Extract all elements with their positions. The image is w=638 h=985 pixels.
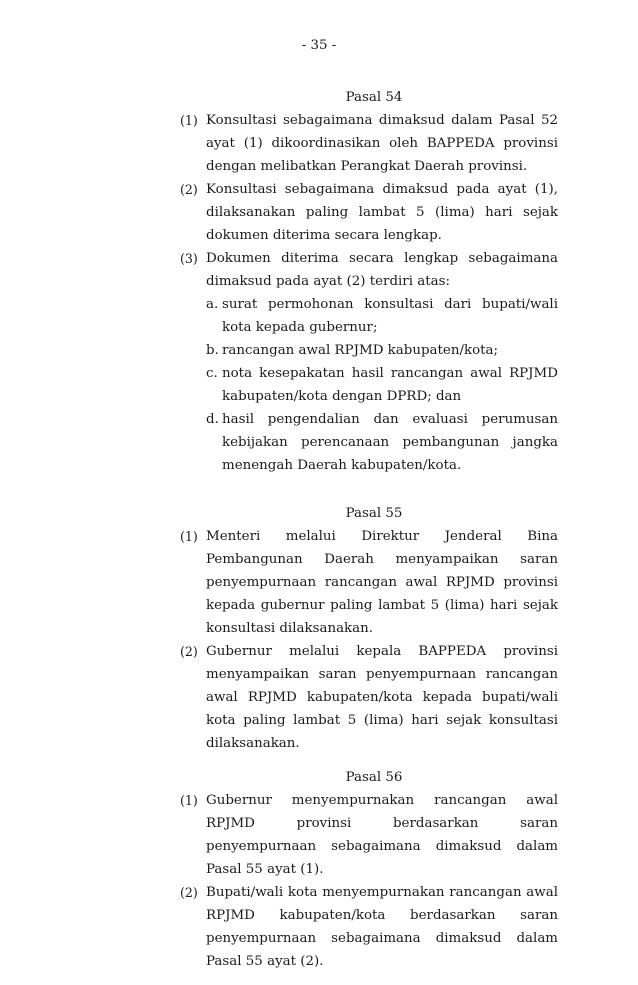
list-text: rancangan awal RPJMD kabupaten/kota; xyxy=(222,343,499,358)
list-letter: c. xyxy=(206,366,218,381)
ayat-text: Menteri melalui Direktur Jenderal Bina Pembangunan Daerah menyampaikan saran penyempurnaan rancangan awal RPJMD provinsi kepada gubernur paling lambat 5 (lima) hari sejak konsultasi dilaksanakan. xyxy=(206,529,558,636)
ayat-body xyxy=(206,247,558,477)
ayat-number: (3) xyxy=(180,251,198,266)
list-item xyxy=(206,293,558,339)
ayat xyxy=(180,525,558,640)
ayat xyxy=(180,247,558,477)
document-body xyxy=(180,87,558,985)
page-number: - 35 - xyxy=(301,38,337,53)
sub-list xyxy=(206,293,558,477)
ayat-text: Gubernur melalui kepala BAPPEDA provinsi menyampaikan saran penyempurnaan rancangan awal RPJMD kabupaten/kota kepada bupati/wali kota paling lambat 5 (lima) hari sejak konsultasi dilaksanakan. xyxy=(206,644,558,751)
list-letter: d. xyxy=(206,412,219,427)
list-text: surat permohonan konsultasi dari bupati/wali kota kepada gubernur; xyxy=(222,297,558,335)
pasal-title: Pasal 54 xyxy=(345,90,403,105)
ayat-number: (1) xyxy=(180,529,198,544)
ayat xyxy=(180,640,558,755)
pasal-title: Pasal 55 xyxy=(345,506,403,521)
ayat-number: (2) xyxy=(180,182,198,197)
list-text: hasil pengendalian dan evaluasi perumusan kebijakan perencanaan pembangunan jangka menengah Daerah kabupaten/kota. xyxy=(222,412,558,473)
pasal-54 xyxy=(180,87,558,491)
ayat xyxy=(180,178,558,247)
list-letter: a. xyxy=(206,297,219,312)
ayat-text: Gubernur menyempurnakan rancangan awal RPJMD provinsi berdasarkan saran penyempurnaan sebagaimana dimaksud dalam Pasal 55 ayat (1). xyxy=(206,793,558,877)
list-item xyxy=(206,362,558,408)
ayat-text: Konsultasi sebagaimana dimaksud dalam Pasal 52 ayat (1) dikoordinasikan oleh BAPPEDA provinsi dengan melibatkan Perangkat Daerah provinsi. xyxy=(206,113,558,174)
ayat-number: (2) xyxy=(180,885,198,900)
list-letter: b. xyxy=(206,343,219,358)
ayat-number: (2) xyxy=(180,644,198,659)
list-item xyxy=(206,339,558,362)
ayat-number: (1) xyxy=(180,113,198,128)
pasal-title: Pasal 56 xyxy=(345,770,403,785)
ayat-text: Konsultasi sebagaimana dimaksud pada ayat (1), dilaksanakan paling lambat 5 (lima) hari sejak dokumen diterima secara lengkap. xyxy=(206,182,558,243)
ayat-number: (1) xyxy=(180,793,198,808)
list-item xyxy=(206,408,558,477)
ayat-text: Bupati/wali kota menyempurnakan rancangan awal RPJMD kabupaten/kota berdasarkan saran penyempurnaan sebagaimana dimaksud dalam Pasal 55 ayat (2). xyxy=(206,885,558,969)
pasal-55 xyxy=(180,503,558,755)
ayat-text: Dokumen diterima secara lengkap sebagaimana dimaksud pada ayat (2) terdiri atas: xyxy=(206,251,558,289)
list-text: nota kesepakatan hasil rancangan awal RPJMD kabupaten/kota dengan DPRD; dan xyxy=(222,366,558,404)
pasal-56 xyxy=(180,767,558,973)
ayat xyxy=(180,789,558,881)
ayat xyxy=(180,881,558,973)
ayat xyxy=(180,109,558,178)
